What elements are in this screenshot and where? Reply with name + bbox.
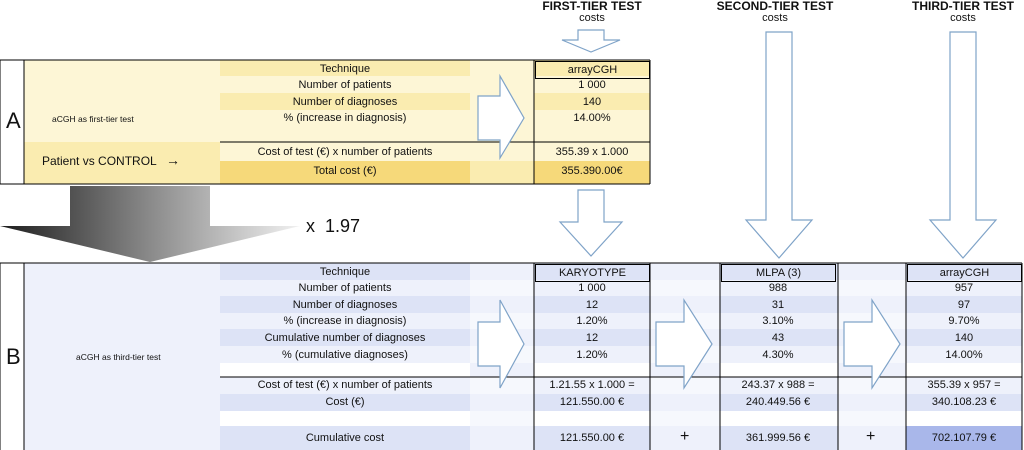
panel-a-first-col-bg xyxy=(534,127,650,142)
panel-b-letter: B xyxy=(6,344,21,369)
panel-b-row-bg xyxy=(534,411,650,426)
panel-b-second-value: 4.30% xyxy=(762,349,794,361)
first-tier-title: FIRST-TIER TEST xyxy=(542,0,642,13)
panel-a-gap-bg xyxy=(470,161,534,184)
panel-a-pad xyxy=(650,142,654,161)
first-tier-header xyxy=(530,0,654,24)
big-transition-arrow xyxy=(0,186,300,262)
panel-a-pad xyxy=(650,60,654,76)
panel-b-second-value: 43 xyxy=(771,332,785,344)
third-tier-down-arrow xyxy=(930,32,996,258)
panel-a-row-label: % (increase in diagnosis) xyxy=(283,112,407,124)
panel-b-row-label: Number of patients xyxy=(298,282,392,294)
third-tier-title: THIRD-TIER TEST xyxy=(912,0,1014,13)
panel-b-third-value: 957 xyxy=(954,282,974,294)
panel-b-first-value: 1 000 xyxy=(578,282,606,294)
panel-a-pad xyxy=(650,110,654,127)
panel-b-third-technique: arrayCGH xyxy=(907,264,1022,282)
panel-a-arrow-glyph: → xyxy=(166,152,180,168)
first-tier-sub: costs xyxy=(579,12,605,24)
panel-a-first-value: 140 xyxy=(582,96,602,108)
panel-b-first-value: 1.21.55 x 1.000 = xyxy=(549,379,635,391)
panel-b-gap-bg xyxy=(838,280,906,296)
panel-a-pad xyxy=(650,127,654,142)
panel-b-row-label: % (cumulative diagnoses) xyxy=(282,349,408,361)
panel-b-row-bg xyxy=(220,411,470,426)
panel-a-gap-bg xyxy=(470,60,534,76)
panel-a-side-label: aCGH as first-tier test xyxy=(52,114,134,124)
panel-b-gap-bg xyxy=(838,263,906,280)
panel-a-first-value: 1 000 xyxy=(578,79,606,91)
panel-b-third-value: 355.39 x 957 = xyxy=(927,379,1001,391)
panel-a-row-label: Cost of test (€) x number of patients xyxy=(257,146,433,158)
panel-b-gap-bg xyxy=(470,263,534,280)
panel-b-gap-bg xyxy=(650,280,720,296)
panel-b-first-value: 1.20% xyxy=(576,315,608,327)
panel-a-row-label: Number of diagnoses xyxy=(292,96,398,108)
panel-b-gap-bg xyxy=(650,411,720,426)
panel-b-row-bg xyxy=(906,363,1022,377)
panel-b-gap-bg xyxy=(650,263,720,280)
panel-a-row-bg xyxy=(220,127,470,142)
multiplier-label: x 1.97 xyxy=(306,216,361,236)
panel-b-first-value: 121.550.00 € xyxy=(559,432,625,444)
panel-b-second-value: 240.449.56 € xyxy=(745,396,811,408)
panel-a-pad xyxy=(650,76,654,93)
panel-b-row-label: % (increase in diagnosis) xyxy=(283,315,407,327)
panel-a-first-value: 14.00% xyxy=(573,112,611,124)
second-tier-sub: costs xyxy=(762,12,788,24)
panel-b-row-label: Cost (€) xyxy=(325,396,365,408)
panel-b-gap-bg xyxy=(470,426,534,450)
panel-a-row-label: Number of patients xyxy=(298,79,392,91)
panel-b-side-label: aCGH as third-tier test xyxy=(76,352,161,362)
panel-b-row-label: Cumulative cost xyxy=(305,432,385,444)
panel-b-third-value: 9.70% xyxy=(948,315,980,327)
panel-b-third-value: 14.00% xyxy=(945,349,983,361)
panel-b-second-value: 361.999.56 € xyxy=(745,432,811,444)
panel-b-first-technique: KARYOTYPE xyxy=(535,264,650,282)
panel-b-row-bg xyxy=(720,363,838,377)
panel-a-patient-label: Patient vs CONTROL xyxy=(42,154,157,168)
first-tier-down-arrow-small xyxy=(562,30,620,52)
panel-b-third-value: 702.107.79 € xyxy=(931,432,997,444)
panel-b-second-value: 988 xyxy=(768,282,788,294)
second-tier-title: SECOND-TIER TEST xyxy=(716,0,834,13)
panel-b-third-value: 140 xyxy=(954,332,974,344)
panel-b-row-bg xyxy=(220,363,470,377)
panel-b-gap-bg xyxy=(470,280,534,296)
panel-b-first-value: 12 xyxy=(585,332,599,344)
panel-b-gap-bg xyxy=(838,411,906,426)
panel-b-row-label: Cost of test (€) x number of patients xyxy=(257,379,433,391)
panel-a-first-value: 355.39 x 1.000 xyxy=(555,146,629,158)
panel-b-first-value: 12 xyxy=(585,299,599,311)
panel-b-row-bg xyxy=(720,411,838,426)
first-tier-down-arrow xyxy=(560,190,622,256)
panel-b-first-value: 121.550.00 € xyxy=(559,396,625,408)
second-tier-down-arrow xyxy=(746,32,812,258)
panel-a-row-label: Total cost (€) xyxy=(313,165,377,177)
panel-b-row-label: Technique xyxy=(319,266,371,278)
panel-b-first-value: 1.20% xyxy=(576,349,608,361)
panel-b-third-value: 340.108.23 € xyxy=(931,396,997,408)
panel-b-row-bg xyxy=(534,363,650,377)
panel-b-gap-bg xyxy=(470,394,534,411)
panel-b-gap-bg xyxy=(470,411,534,426)
panel-b-row-bg xyxy=(906,411,1022,426)
third-tier-sub: costs xyxy=(950,12,976,24)
panel-b-gap-bg xyxy=(838,394,906,411)
panel-b-second-value: 3.10% xyxy=(762,315,794,327)
panel-b-gap-bg xyxy=(650,394,720,411)
panel-b-second-value: 243.37 x 988 = xyxy=(741,379,815,391)
panel-a-pad xyxy=(650,161,654,184)
panel-b-second-technique: MLPA (3) xyxy=(721,264,836,282)
second-tier-header xyxy=(710,0,840,24)
panel-a-first-technique: arrayCGH xyxy=(535,61,650,79)
panel-b-row-label: Number of diagnoses xyxy=(292,299,398,311)
plus-sign-1: + xyxy=(680,428,690,445)
panel-a-first-value: 355.390.00€ xyxy=(561,165,623,177)
panel-b-third-value: 97 xyxy=(957,299,971,311)
third-tier-header xyxy=(904,0,1022,24)
plus-sign-2: + xyxy=(866,428,876,445)
panel-a-row-label: Technique xyxy=(319,63,371,75)
panel-b-row-label: Cumulative number of diagnoses xyxy=(264,332,426,344)
panel-a-pad xyxy=(650,93,654,110)
panel-b-second-value: 31 xyxy=(771,299,785,311)
panel-a-letter: A xyxy=(6,108,21,133)
